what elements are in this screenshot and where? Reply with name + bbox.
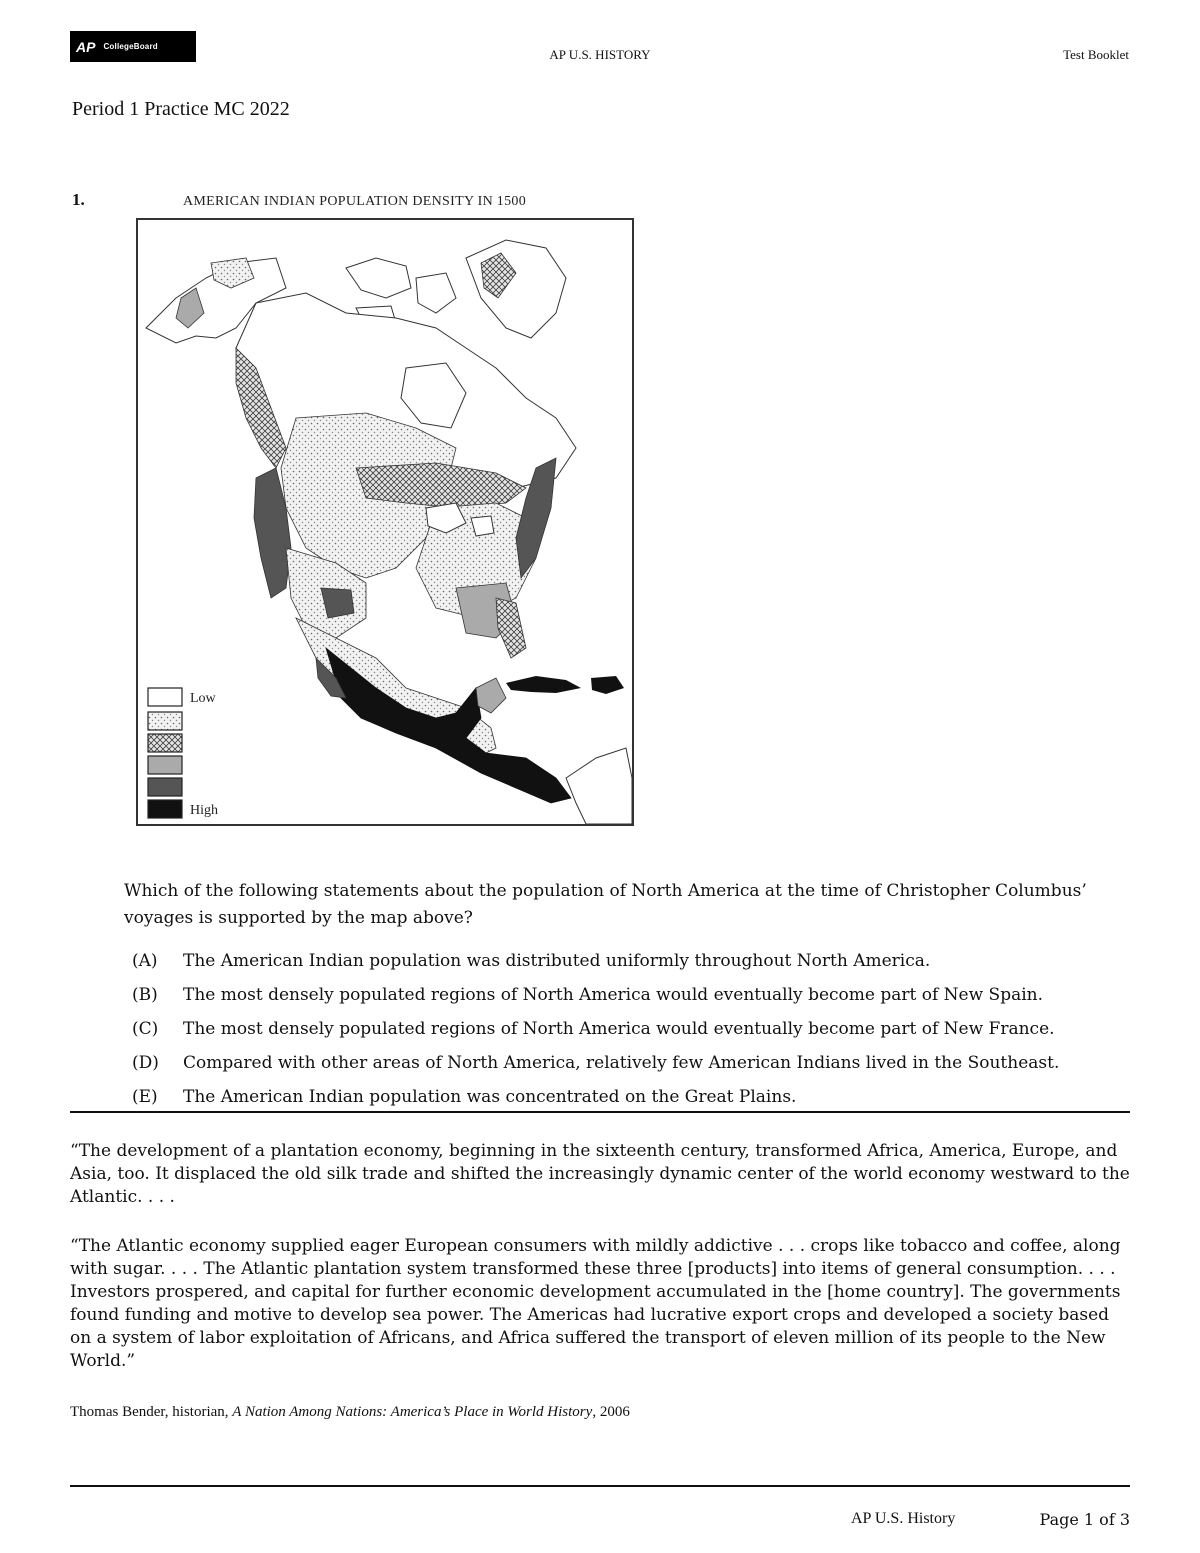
choice-text: The American Indian population was concentrated on the Great Plains.	[183, 1087, 797, 1107]
citation-author: Thomas Bender, historian,	[70, 1404, 233, 1420]
legend-swatch-5	[148, 778, 182, 796]
choice-text: The most densely populated regions of North America would eventually become part of New France.	[183, 1019, 1055, 1039]
choice-letter: (B)	[132, 985, 158, 1005]
footer-page-number: Page 1 of 3	[1039, 1510, 1130, 1529]
choice-letter: (A)	[132, 951, 158, 971]
choice-a[interactable]	[132, 944, 1132, 978]
population-density-map	[136, 218, 634, 826]
question-stem: Which of the following statements about the population of North America at the time of Christopher Columbus’ voyages is supported by the map above?	[124, 881, 1087, 928]
choice-e[interactable]	[132, 1080, 1132, 1114]
legend-swatch-4	[148, 756, 182, 774]
choice-letter: (E)	[132, 1087, 158, 1107]
choice-text: Compared with other areas of North America, relatively few American Indians lived in the Southeast.	[183, 1053, 1060, 1073]
citation-title: A Nation Among Nations: America’s Place in World History	[232, 1404, 593, 1420]
logo-ap-text: AP	[76, 38, 96, 55]
choice-d[interactable]	[132, 1046, 1132, 1080]
legend-swatch-3	[148, 734, 182, 752]
legend-high-label: High	[190, 803, 218, 818]
header-subject: AP U.S. HISTORY	[549, 47, 651, 62]
legend-swatch-2	[148, 712, 182, 730]
choice-c[interactable]	[132, 1012, 1132, 1046]
map-title: AMERICAN INDIAN POPULATION DENSITY IN 1500	[183, 194, 527, 209]
footer-subject: AP U.S. History	[851, 1510, 956, 1527]
passage-paragraph-2: “The Atlantic economy supplied eager European consumers with mildly addictive . . . crops like tobacco and coffee, along with sugar. . . . The Atlantic plantation system transformed these three [products] into items of general consumption. . . . Investors prospered, and capital for further economic development accumulated in the [home country]. The governments found funding and motive to develop sea power. The Americas had lucrative export crops and developed a society based on a system of labor exploitation of Africans, and Africa suffered the transport of eleven million of its people to the New World.”	[70, 1236, 1121, 1371]
section-divider	[70, 1111, 1130, 1113]
page-title: Period 1 Practice MC 2022	[72, 98, 290, 120]
answer-choices	[132, 944, 1132, 1114]
passage-paragraph-1: “The development of a plantation economy, beginning in the sixteenth century, transformed Africa, America, Europe, and Asia, too. It displaced the old silk trade and shifted the increasingly dynamic center of the world economy westward to the Atlantic. . . .	[70, 1141, 1130, 1207]
legend-swatch-1	[148, 688, 182, 706]
legend-swatch-6	[148, 800, 182, 818]
question-number: 1.	[72, 190, 85, 209]
citation-year: , 2006	[592, 1404, 630, 1420]
choice-b[interactable]	[132, 978, 1132, 1012]
choice-text: The American Indian population was distributed uniformly throughout North America.	[183, 951, 931, 971]
choice-letter: (C)	[132, 1019, 159, 1039]
choice-letter: (D)	[132, 1053, 159, 1073]
choice-text: The most densely populated regions of North America would eventually become part of New Spain.	[183, 985, 1044, 1005]
header-booklet-label: Test Booklet	[1063, 47, 1129, 62]
legend-low-label: Low	[190, 691, 216, 706]
passage-citation	[70, 1404, 630, 1421]
footer-divider	[70, 1485, 1130, 1487]
logo-collegeboard-text: CollegeBoard	[103, 42, 158, 51]
